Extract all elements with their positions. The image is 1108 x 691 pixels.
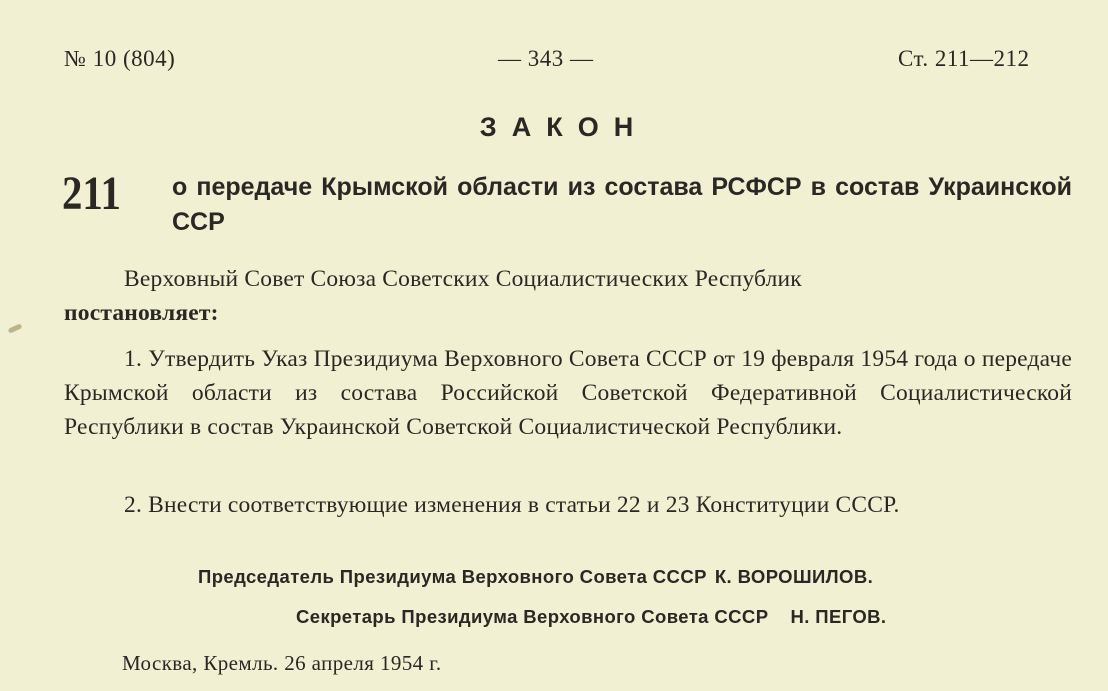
preamble-text: Верховный Совет Союза Советских Социалистических Республик — [124, 266, 802, 292]
place-and-date: Москва, Кремль. 26 апреля 1954 г. — [122, 651, 442, 675]
signature-secretary-position: Секретарь Президиума Верховного Совета СССР — [296, 606, 769, 627]
margin-ink-mark — [8, 323, 23, 333]
issue-number: № 10 (804) — [64, 46, 176, 71]
law-item-1: 1. Утвердить Указ Президиума Верховного Совета СССР от 19 февраля 1954 года о передаче Крымской области из состава Российской Советской Федеративной Социалистической Республики в состав Украинской Советской Социалистической Республики. — [64, 346, 1072, 440]
signature-secretary-name: Н. ПЕГОВ. — [790, 606, 887, 627]
law-number: 211 — [62, 167, 121, 220]
signature-secretary — [296, 606, 886, 628]
preamble — [64, 262, 1072, 330]
page-number: — 343 — — [498, 46, 594, 71]
preamble-verb: постановляет: — [64, 300, 219, 326]
document-title: ЗАКОН — [479, 112, 649, 142]
law-item-2: 2. Внести соответствующие изменения в статьи 22 и 23 Конституции СССР. — [124, 492, 900, 518]
law-subject: о передаче Крымской области из состава РСФСР в состав Украинской ССР — [172, 173, 1072, 236]
signature-chairman-position: Председатель Президиума Верховного Совета СССР — [198, 566, 707, 587]
signature-chairman — [198, 566, 873, 588]
article-range: Ст. 211—212 — [898, 46, 1030, 71]
signature-chairman-name: К. ВОРОШИЛОВ. — [714, 566, 874, 587]
